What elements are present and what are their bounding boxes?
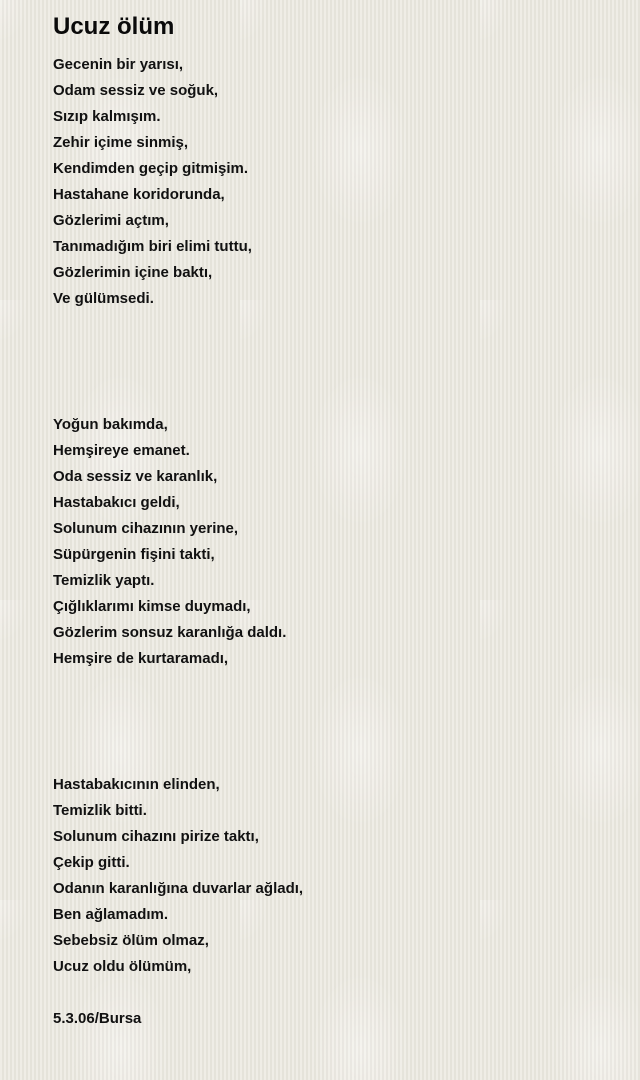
poem-line: Hastabakıcı geldi, xyxy=(53,494,180,511)
poem-line: Solunum cihazını pirize taktı, xyxy=(53,828,259,845)
poem-line: Zehir içime sinmiş, xyxy=(53,134,189,151)
poem-line: Tanımadığım biri elimi tuttu, xyxy=(53,238,252,255)
poem-line: Odanın karanlığına duvarlar ağladı, xyxy=(53,880,304,897)
poem-line: Hastabakıcının elinden, xyxy=(53,776,220,793)
poem-page xyxy=(53,12,613,1032)
poem-line: Gözlerimi açtım, xyxy=(53,212,169,229)
poem-line: Temizlik yaptı. xyxy=(53,572,155,589)
poem-stanza-3 xyxy=(53,772,613,980)
poem-line: Gözlerimin içine baktı, xyxy=(53,264,213,281)
poem-line: Gecenin bir yarısı, xyxy=(53,56,184,73)
poem-line: Ucuz oldu ölümüm, xyxy=(53,958,192,975)
poem-line: Hemşireye emanet. xyxy=(53,442,190,459)
poem-line: Oda sessiz ve karanlık, xyxy=(53,468,218,485)
poem-line: Ve gülümsedi. xyxy=(53,290,154,307)
poem-title: Ucuz ölüm xyxy=(53,13,175,40)
poem-line: Süpürgenin fişini takti, xyxy=(53,546,215,563)
poem-line: Sızıp kalmışım. xyxy=(53,108,161,125)
poem-line: Odam sessiz ve soğuk, xyxy=(53,82,219,99)
poem-line: Ben ağlamadım. xyxy=(53,906,169,923)
poem-line: Yoğun bakımda, xyxy=(53,416,168,433)
poem-line: Solunum cihazının yerine, xyxy=(53,520,239,537)
poem-line: Hastahane koridorunda, xyxy=(53,186,225,203)
poem-line: Çığlıklarımı kimse duymadı, xyxy=(53,598,251,615)
poem-stanza-1 xyxy=(53,52,613,312)
poem-line: Sebebsiz ölüm olmaz, xyxy=(53,932,209,949)
poem-line: Temizlik bitti. xyxy=(53,802,147,819)
poem-signature: 5.3.06/Bursa xyxy=(53,1010,142,1027)
poem-line: Çekip gitti. xyxy=(53,854,130,871)
poem-line: Hemşire de kurtaramadı, xyxy=(53,650,229,667)
poem-stanza-2 xyxy=(53,412,613,672)
poem-line: Kendimden geçip gitmişim. xyxy=(53,160,249,177)
poem-line: Gözlerim sonsuz karanlığa daldı. xyxy=(53,624,287,641)
